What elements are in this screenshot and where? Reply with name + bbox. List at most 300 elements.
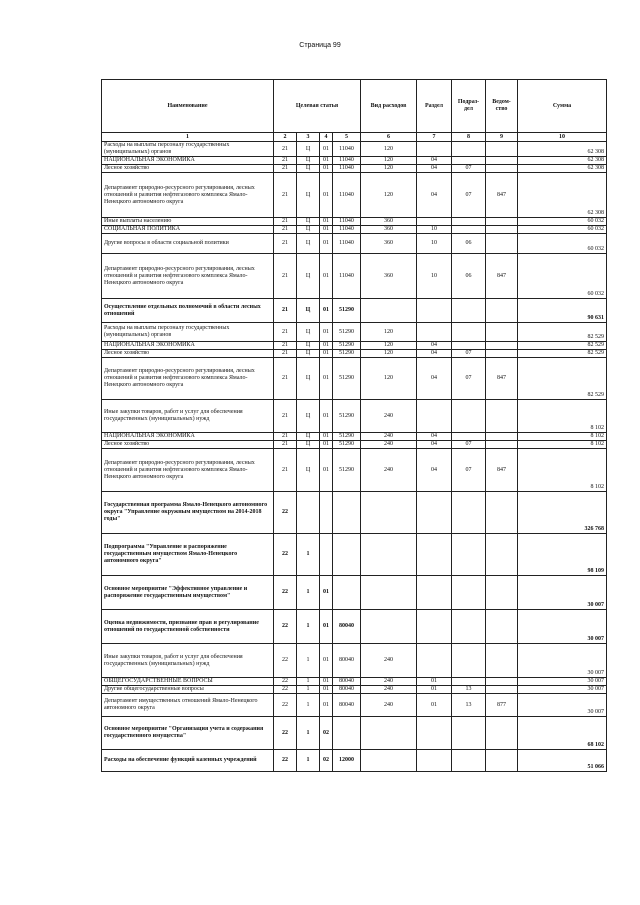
col-number: 9 — [486, 133, 518, 142]
target-code-program: 21 — [274, 157, 297, 165]
row-name: НАЦИОНАЛЬНАЯ ЭКОНОМИКА — [102, 342, 274, 350]
table-row — [102, 433, 607, 441]
section-code: 10 — [417, 226, 452, 234]
target-code-direction: 51290 — [333, 433, 361, 441]
row-name: Лесное хозяйство — [102, 441, 274, 449]
section-code — [417, 576, 452, 610]
target-code-program: 21 — [274, 173, 297, 218]
row-name: Подпрограмма "Управление и распоряжение государственным имуществом Ямало-Ненецкого автономного округа" — [102, 534, 274, 576]
target-code-program: 22 — [274, 717, 297, 750]
amount: 30 007 — [518, 576, 607, 610]
subsection-code: 13 — [452, 694, 486, 717]
target-code-direction — [333, 492, 361, 534]
expense-type-code: 360 — [361, 218, 417, 226]
expense-type-code: 240 — [361, 433, 417, 441]
amount: 8 102 — [518, 400, 607, 433]
table-row — [102, 234, 607, 254]
col-number: 3 — [297, 133, 320, 142]
expense-type-code — [361, 717, 417, 750]
target-code-measure: 01 — [320, 234, 333, 254]
table-row — [102, 358, 607, 400]
row-name: Иные выплаты населению — [102, 218, 274, 226]
row-name: Лесное хозяйство — [102, 350, 274, 358]
target-code-direction: 51290 — [333, 350, 361, 358]
budget-table — [101, 79, 607, 772]
row-name: Расходы на выплаты персоналу государственных (муниципальных) органов — [102, 323, 274, 342]
section-code: 04 — [417, 441, 452, 449]
target-code-direction: 80040 — [333, 678, 361, 686]
subsection-code: 07 — [452, 165, 486, 173]
col-number: 7 — [417, 133, 452, 142]
expense-type-code: 360 — [361, 254, 417, 299]
target-code-subprogram: 1 — [297, 750, 320, 772]
row-name: Расходы на выплаты персоналу государственных (муниципальных) органов — [102, 142, 274, 157]
row-name: Департамент природно-ресурсного регулирования, лесных отношений и развития нефтегазового комплекса Ямало-Ненецкого автономного округа — [102, 173, 274, 218]
subsection-code — [452, 157, 486, 165]
section-code: 04 — [417, 449, 452, 492]
target-code-measure: 01 — [320, 358, 333, 400]
section-code — [417, 492, 452, 534]
row-name: Основное мероприятие "Организация учета и содержания государственного имущества" — [102, 717, 274, 750]
target-code-measure: 02 — [320, 750, 333, 772]
target-code-subprogram: 1 — [297, 576, 320, 610]
target-code-program: 21 — [274, 358, 297, 400]
section-code: 04 — [417, 358, 452, 400]
amount: 30 007 — [518, 686, 607, 694]
target-code-direction: 80040 — [333, 694, 361, 717]
amount: 82 529 — [518, 350, 607, 358]
col-number: 10 — [518, 133, 607, 142]
amount: 62 308 — [518, 142, 607, 157]
target-code-measure: 01 — [320, 576, 333, 610]
expense-type-code — [361, 492, 417, 534]
table-row — [102, 400, 607, 433]
col-number: 1 — [102, 133, 274, 142]
table-row — [102, 218, 607, 226]
target-code-subprogram: Ц — [297, 142, 320, 157]
target-code-measure: 01 — [320, 441, 333, 449]
table-row — [102, 449, 607, 492]
target-code-measure — [320, 534, 333, 576]
target-code-measure: 01 — [320, 142, 333, 157]
target-code-measure: 01 — [320, 644, 333, 678]
table-row — [102, 173, 607, 218]
target-code-subprogram: 1 — [297, 694, 320, 717]
col-number: 2 — [274, 133, 297, 142]
target-code-subprogram: Ц — [297, 358, 320, 400]
target-code-measure: 01 — [320, 157, 333, 165]
target-code-subprogram: 1 — [297, 678, 320, 686]
table-row — [102, 441, 607, 449]
target-code-direction: 11040 — [333, 218, 361, 226]
row-name: Другие общегосударственные вопросы — [102, 686, 274, 694]
header-subsection: Подраз-дел — [452, 80, 486, 133]
department-code — [486, 610, 518, 644]
subsection-code: 13 — [452, 686, 486, 694]
amount: 30 007 — [518, 694, 607, 717]
target-code-direction: 11040 — [333, 142, 361, 157]
table-row — [102, 717, 607, 750]
target-code-direction: 51290 — [333, 441, 361, 449]
table-row — [102, 299, 607, 323]
expense-type-code — [361, 610, 417, 644]
target-code-subprogram: 1 — [297, 717, 320, 750]
expense-type-code: 240 — [361, 449, 417, 492]
target-code-direction: 11040 — [333, 165, 361, 173]
department-code — [486, 492, 518, 534]
target-code-program: 21 — [274, 254, 297, 299]
section-code — [417, 299, 452, 323]
department-code — [486, 433, 518, 441]
expense-type-code: 240 — [361, 678, 417, 686]
target-code-measure: 01 — [320, 254, 333, 299]
subsection-code — [452, 433, 486, 441]
department-code: 847 — [486, 173, 518, 218]
target-code-direction: 80040 — [333, 644, 361, 678]
table-row — [102, 610, 607, 644]
amount: 60 032 — [518, 234, 607, 254]
target-code-subprogram: Ц — [297, 350, 320, 358]
amount: 82 529 — [518, 342, 607, 350]
section-code — [417, 218, 452, 226]
target-code-subprogram: Ц — [297, 218, 320, 226]
amount: 82 529 — [518, 358, 607, 400]
expense-type-code: 240 — [361, 441, 417, 449]
row-name: Осуществление отдельных полномочий в области лесных отношений — [102, 299, 274, 323]
amount: 30 007 — [518, 644, 607, 678]
subsection-code: 06 — [452, 254, 486, 299]
amount: 82 529 — [518, 323, 607, 342]
target-code-program: 22 — [274, 492, 297, 534]
table-row — [102, 644, 607, 678]
target-code-program: 21 — [274, 449, 297, 492]
table-row — [102, 254, 607, 299]
table-row — [102, 576, 607, 610]
section-code: 04 — [417, 433, 452, 441]
target-code-program: 22 — [274, 678, 297, 686]
department-code — [486, 142, 518, 157]
target-code-subprogram: Ц — [297, 449, 320, 492]
target-code-direction: 80040 — [333, 610, 361, 644]
subsection-code — [452, 342, 486, 350]
expense-type-code — [361, 576, 417, 610]
row-name: Департамент природно-ресурсного регулирования, лесных отношений и развития нефтегазового комплекса Ямало-Ненецкого автономного округа — [102, 358, 274, 400]
target-code-measure — [320, 492, 333, 534]
amount: 60 032 — [518, 226, 607, 234]
target-code-program: 22 — [274, 576, 297, 610]
expense-type-code: 360 — [361, 234, 417, 254]
row-name: Департамент природно-ресурсного регулирования, лесных отношений и развития нефтегазового комплекса Ямало-Ненецкого автономного округа — [102, 254, 274, 299]
amount: 30 007 — [518, 610, 607, 644]
expense-type-code: 120 — [361, 323, 417, 342]
department-code — [486, 576, 518, 610]
department-code — [486, 342, 518, 350]
subsection-code — [452, 218, 486, 226]
section-code: 04 — [417, 342, 452, 350]
expense-type-code: 120 — [361, 165, 417, 173]
section-code: 04 — [417, 157, 452, 165]
section-code: 10 — [417, 254, 452, 299]
department-code — [486, 678, 518, 686]
amount: 30 007 — [518, 678, 607, 686]
row-name: Лесное хозяйство — [102, 165, 274, 173]
table-row — [102, 694, 607, 717]
section-code — [417, 717, 452, 750]
target-code-measure: 01 — [320, 165, 333, 173]
table-row — [102, 350, 607, 358]
section-code — [417, 400, 452, 433]
amount: 51 066 — [518, 750, 607, 772]
target-code-subprogram: Ц — [297, 400, 320, 433]
target-code-measure: 01 — [320, 173, 333, 218]
target-code-subprogram: Ц — [297, 173, 320, 218]
target-code-measure: 01 — [320, 449, 333, 492]
target-code-direction — [333, 717, 361, 750]
table-row — [102, 492, 607, 534]
target-code-subprogram: Ц — [297, 157, 320, 165]
subsection-code — [452, 299, 486, 323]
target-code-direction: 11040 — [333, 254, 361, 299]
target-code-subprogram: Ц — [297, 323, 320, 342]
target-code-program: 22 — [274, 750, 297, 772]
row-name: Расходы на обеспечение функций казенных учреждений — [102, 750, 274, 772]
section-code — [417, 323, 452, 342]
target-code-program: 21 — [274, 441, 297, 449]
expense-type-code: 240 — [361, 694, 417, 717]
row-name: НАЦИОНАЛЬНАЯ ЭКОНОМИКА — [102, 157, 274, 165]
expense-type-code: 360 — [361, 226, 417, 234]
target-code-direction — [333, 576, 361, 610]
target-code-subprogram: Ц — [297, 226, 320, 234]
department-code — [486, 644, 518, 678]
header-row — [102, 80, 607, 133]
section-code — [417, 534, 452, 576]
department-code — [486, 226, 518, 234]
department-code — [486, 157, 518, 165]
target-code-direction: 51290 — [333, 400, 361, 433]
expense-type-code — [361, 534, 417, 576]
target-code-subprogram: Ц — [297, 254, 320, 299]
row-name: Департамент имущественных отношений Ямало-Ненецкого автономного округа — [102, 694, 274, 717]
amount: 62 308 — [518, 173, 607, 218]
target-code-program: 21 — [274, 350, 297, 358]
target-code-direction: 11040 — [333, 226, 361, 234]
target-code-measure: 01 — [320, 694, 333, 717]
department-code — [486, 441, 518, 449]
subsection-code — [452, 576, 486, 610]
target-code-measure: 01 — [320, 686, 333, 694]
target-code-program: 22 — [274, 610, 297, 644]
target-code-subprogram: Ц — [297, 299, 320, 323]
target-code-program: 22 — [274, 694, 297, 717]
department-code: 847 — [486, 358, 518, 400]
row-name: НАЦИОНАЛЬНАЯ ЭКОНОМИКА — [102, 433, 274, 441]
target-code-program: 22 — [274, 644, 297, 678]
table-row — [102, 678, 607, 686]
amount: 8 102 — [518, 433, 607, 441]
target-code-direction: 51290 — [333, 449, 361, 492]
target-code-direction: 51290 — [333, 358, 361, 400]
table-row — [102, 157, 607, 165]
target-code-measure: 01 — [320, 350, 333, 358]
target-code-measure: 01 — [320, 226, 333, 234]
department-code — [486, 686, 518, 694]
target-code-subprogram: Ц — [297, 234, 320, 254]
target-code-subprogram: Ц — [297, 441, 320, 449]
row-name: Иные закупки товаров, работ и услуг для обеспечения государственных (муниципальных) нужд — [102, 644, 274, 678]
section-code — [417, 750, 452, 772]
target-code-measure: 01 — [320, 433, 333, 441]
row-name: Другие вопросы в области социальной политики — [102, 234, 274, 254]
header-expense-type: Вид расходов — [361, 80, 417, 133]
col-number: 5 — [333, 133, 361, 142]
target-code-program: 21 — [274, 400, 297, 433]
header-section: Раздел — [417, 80, 452, 133]
target-code-subprogram: Ц — [297, 433, 320, 441]
expense-type-code: 120 — [361, 342, 417, 350]
amount: 60 032 — [518, 254, 607, 299]
amount: 90 631 — [518, 299, 607, 323]
column-number-row — [102, 133, 607, 142]
amount: 98 109 — [518, 534, 607, 576]
department-code — [486, 323, 518, 342]
target-code-measure: 01 — [320, 323, 333, 342]
expense-type-code: 120 — [361, 142, 417, 157]
expense-type-code — [361, 750, 417, 772]
subsection-code — [452, 492, 486, 534]
section-code — [417, 644, 452, 678]
target-code-program: 21 — [274, 342, 297, 350]
table-row — [102, 750, 607, 772]
row-name: Департамент природно-ресурсного регулирования, лесных отношений и развития нефтегазового комплекса Ямало-Ненецкого автономного округа — [102, 449, 274, 492]
table-row — [102, 142, 607, 157]
section-code: 01 — [417, 686, 452, 694]
subsection-code: 07 — [452, 441, 486, 449]
expense-type-code: 120 — [361, 358, 417, 400]
department-code: 847 — [486, 254, 518, 299]
section-code: 04 — [417, 350, 452, 358]
target-code-program: 21 — [274, 323, 297, 342]
subsection-code — [452, 717, 486, 750]
target-code-direction: 12000 — [333, 750, 361, 772]
col-number: 8 — [452, 133, 486, 142]
target-code-direction: 51290 — [333, 299, 361, 323]
target-code-program: 22 — [274, 686, 297, 694]
target-code-program: 21 — [274, 226, 297, 234]
subsection-code: 06 — [452, 234, 486, 254]
subsection-code — [452, 534, 486, 576]
target-code-program: 21 — [274, 165, 297, 173]
row-name: Основное мероприятие "Эффективное управление и распоряжение государственным имуществом" — [102, 576, 274, 610]
section-code: 01 — [417, 694, 452, 717]
subsection-code — [452, 610, 486, 644]
department-code — [486, 165, 518, 173]
expense-type-code — [361, 299, 417, 323]
subsection-code — [452, 678, 486, 686]
target-code-measure: 01 — [320, 610, 333, 644]
expense-type-code: 120 — [361, 350, 417, 358]
department-code — [486, 400, 518, 433]
header-sum: Сумма — [518, 80, 607, 133]
target-code-program: 21 — [274, 433, 297, 441]
target-code-measure: 01 — [320, 218, 333, 226]
target-code-direction: 51290 — [333, 323, 361, 342]
subsection-code — [452, 226, 486, 234]
table-row — [102, 226, 607, 234]
table-row — [102, 323, 607, 342]
expense-type-code: 120 — [361, 157, 417, 165]
department-code — [486, 350, 518, 358]
department-code — [486, 218, 518, 226]
amount: 8 102 — [518, 441, 607, 449]
target-code-program: 21 — [274, 299, 297, 323]
target-code-program: 21 — [274, 142, 297, 157]
amount: 8 102 — [518, 449, 607, 492]
section-code: 10 — [417, 234, 452, 254]
table-row — [102, 342, 607, 350]
row-name: Государственная программа Ямало-Ненецкого автономного округа "Управление окружным имуществом на 2014-2018 годы" — [102, 492, 274, 534]
target-code-subprogram: 1 — [297, 686, 320, 694]
row-name: ОБЩЕГОСУДАРСТВЕННЫЕ ВОПРОСЫ — [102, 678, 274, 686]
subsection-code — [452, 750, 486, 772]
expense-type-code: 120 — [361, 173, 417, 218]
row-name: СОЦИАЛЬНАЯ ПОЛИТИКА — [102, 226, 274, 234]
header-target-article: Целевая статья — [274, 80, 361, 133]
subsection-code — [452, 644, 486, 678]
amount: 326 768 — [518, 492, 607, 534]
target-code-measure: 01 — [320, 299, 333, 323]
header-department: Ведом-ство — [486, 80, 518, 133]
expense-type-code: 240 — [361, 400, 417, 433]
expense-type-code: 240 — [361, 644, 417, 678]
page-number-label: Страница 99 — [299, 42, 341, 49]
target-code-direction: 80040 — [333, 686, 361, 694]
department-code: 877 — [486, 694, 518, 717]
target-code-subprogram: 1 — [297, 534, 320, 576]
subsection-code — [452, 142, 486, 157]
table-row — [102, 165, 607, 173]
department-code — [486, 750, 518, 772]
target-code-program: 22 — [274, 534, 297, 576]
subsection-code: 07 — [452, 358, 486, 400]
target-code-subprogram: Ц — [297, 165, 320, 173]
subsection-code — [452, 400, 486, 433]
amount: 62 308 — [518, 165, 607, 173]
subsection-code — [452, 323, 486, 342]
table-row — [102, 534, 607, 576]
target-code-program: 21 — [274, 218, 297, 226]
target-code-measure: 01 — [320, 678, 333, 686]
target-code-measure: 01 — [320, 342, 333, 350]
target-code-measure: 02 — [320, 717, 333, 750]
target-code-subprogram: 1 — [297, 644, 320, 678]
section-code — [417, 610, 452, 644]
department-code: 847 — [486, 449, 518, 492]
table-row — [102, 686, 607, 694]
target-code-subprogram: 1 — [297, 610, 320, 644]
target-code-measure: 01 — [320, 400, 333, 433]
amount: 62 308 — [518, 157, 607, 165]
section-code: 04 — [417, 165, 452, 173]
department-code — [486, 717, 518, 750]
amount: 68 102 — [518, 717, 607, 750]
col-number: 6 — [361, 133, 417, 142]
target-code-subprogram — [297, 492, 320, 534]
department-code — [486, 234, 518, 254]
target-code-program: 21 — [274, 234, 297, 254]
section-code: 01 — [417, 678, 452, 686]
subsection-code: 07 — [452, 173, 486, 218]
